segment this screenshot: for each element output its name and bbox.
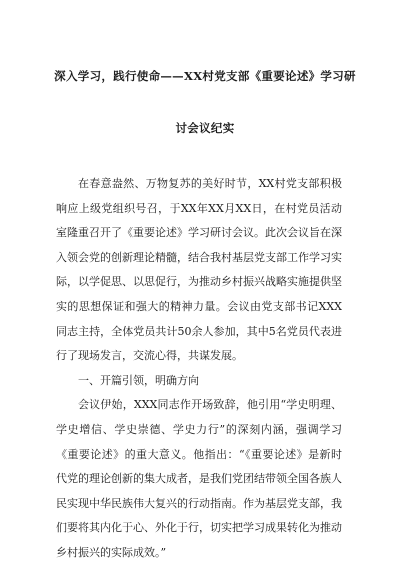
paragraph-opening: 会议伊始，XXX同志作开场致辞，他引用“学史明理、学史增信、学史崇德、学史力行”的深刻内涵，强调学习《重要论述》的重大意义。他指出：“《重要论述》是新时代党的理论创新的集大成者，是我们党团结带领全国各族人民实现中华民族伟大复兴的行动指南。作为基层党支部，我们要将其内化于心、外化于行，切实把学习成果转化为推动乡村振兴的实际成效。” [56, 398, 342, 559]
document-body [56, 172, 342, 566]
section-heading: 一、开篇引领，明确方向 [78, 373, 199, 387]
paragraph-intro: 在春意盎然、万物复苏的美好时节，XX村党支部积极响应上级党组织号召，于XX年XX月XX日，在村党员活动室隆重召开了《重要论述》学习研讨会议。此次会议旨在深入领会党的创新理论精髓，结合我村基层党支部工作学习实际，以学促思、以思促行，为推动乡村振兴战略实施提供坚实的思想保证和强大的精神力量。会议由党支部书记XXX同志主持，全体党员共计50余人参加，其中5名党员代表进行了现场发言，交流心得，共谋发展。 [56, 177, 342, 363]
document-title-line2: 讨会议纪实 [175, 121, 235, 135]
document-title-line1: 深入学习，践行使命——XX村党支部《重要论述》学习研 [54, 69, 356, 83]
